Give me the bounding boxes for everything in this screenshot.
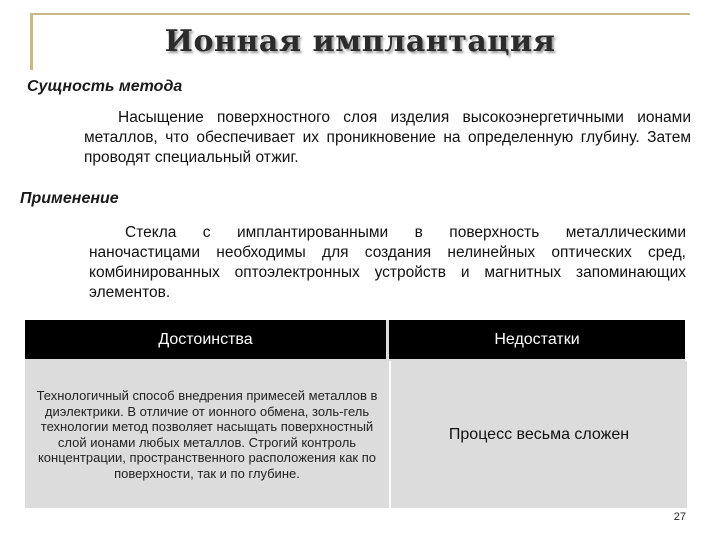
- page-title: Ионная имплантация: [164, 24, 556, 59]
- advantages-header: Достоинства: [25, 320, 386, 359]
- disadvantages-header: Недостатки: [389, 320, 685, 359]
- pros-cons-table: [25, 320, 685, 508]
- application-paragraph: Стекла с имплантированными в поверхность металлическими наночастицами необходимы для создания нелинейных оптических сред, комбинированных оптоэлектронных устройств и магнитных запоминающих элементов.: [89, 224, 686, 301]
- method-paragraph: Насыщение поверхностного слоя изделия высокоэнергетичными ионами металлов, что обеспечивает их проникновение на определенную глубину. Затем проводят специальный отжиг.: [84, 109, 691, 166]
- disadvantages-cell: Процесс весьма сложен: [389, 361, 687, 508]
- application-section-label: Применение: [20, 190, 119, 207]
- advantages-cell: Технологичный способ внедрения примесей металлов в диэлектрики. В отличие от ионного обмена, золь-гель технологии метод позволяет насыщать поверхностный слой ионами любых металлов. Строгий контроль концентрации, пространственного расположения как по поверхности, так и по глубине.: [33, 361, 381, 508]
- frame-horizontal-line: [30, 13, 690, 15]
- method-section-label: Сущность метода: [27, 78, 183, 95]
- page-number: 27: [673, 511, 686, 523]
